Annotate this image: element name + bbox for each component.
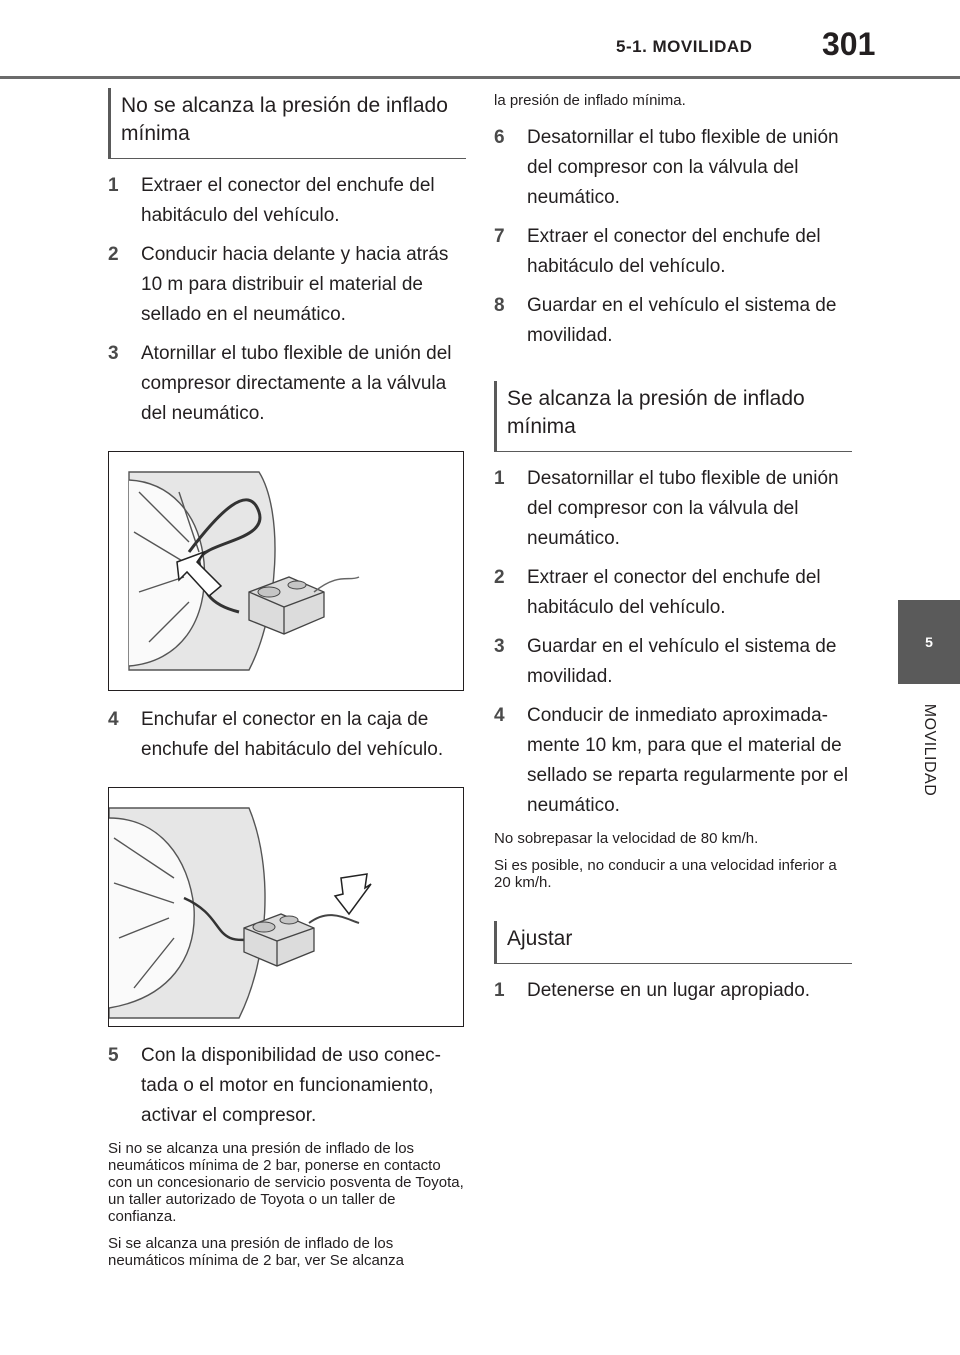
- compressor-valve-figure: [108, 451, 464, 691]
- section-heading: No se alcanza la presión de inflado mínima: [108, 88, 466, 159]
- step-text: Guardar en el vehículo el sistema de movilidad.: [527, 636, 837, 687]
- list-item: [494, 563, 852, 623]
- list-item: [108, 1041, 466, 1131]
- step-text: Enchufar el conector en la caja de enchufe del habitáculo del vehículo.: [141, 709, 444, 760]
- step-number: 6: [494, 127, 505, 148]
- step-text: Con la disponibilidad de uso conectada o el motor en funcionamiento, activar el compresor.: [141, 1045, 441, 1126]
- step-number: 2: [494, 567, 505, 588]
- note-text: No sobrepasar la velocidad de 80 km/h.: [494, 830, 759, 847]
- step-text: Detenerse en un lugar apropiado.: [527, 980, 811, 1001]
- left-column: [108, 88, 466, 1279]
- list-item: [494, 291, 852, 351]
- list-item: [494, 464, 852, 554]
- step-number: 1: [494, 980, 505, 1001]
- step-number: 3: [494, 636, 505, 657]
- cable-line: [314, 577, 359, 592]
- list-item: [108, 339, 466, 429]
- list-item: [494, 701, 852, 821]
- list-item: [494, 632, 852, 692]
- step-number: 1: [494, 468, 505, 489]
- step-number: 3: [108, 343, 119, 364]
- note-text: Si se alcanza una presión de inflado de los neumáticos mínima de 2 bar, ver Se alcanza: [108, 1235, 404, 1269]
- wheel-illustration: [109, 808, 265, 1018]
- step-text: Extraer el conector del enchufe del habitáculo del vehículo.: [527, 567, 821, 618]
- list-item: [108, 240, 466, 330]
- header-rule: [0, 76, 960, 79]
- step-number: 7: [494, 226, 505, 247]
- step-number: 4: [108, 709, 119, 730]
- step-text: Atornillar el tubo flexible de unión del compresor directamente a la válvula del neumático.: [141, 343, 452, 424]
- step-text: Conducir hacia delante y hacia atrás 10 m para distribuir el material de sellado en el neumático.: [141, 244, 449, 325]
- cable-line: [309, 915, 359, 923]
- step-text: Conducir de inmediato aproximadamente 10 km, para que el material de sellado se reparta regularmente por el neumático.: [527, 705, 849, 816]
- pointer-arrow-icon: [335, 874, 371, 914]
- list-item: [494, 976, 852, 1006]
- list-item: [494, 123, 852, 213]
- step-list: [494, 464, 852, 821]
- note-text: Si es posible, no conducir a una velocidad inferior a 20 km/h.: [494, 857, 837, 891]
- list-item: [108, 705, 466, 765]
- section-heading: Ajustar: [494, 921, 852, 964]
- step-number: 4: [494, 705, 505, 726]
- step-text: Desatornillar el tubo flexible de unión del compresor con la válvula del neumático.: [527, 468, 839, 549]
- step-list: [108, 171, 466, 429]
- step-list: [108, 1041, 466, 1131]
- step-number: 2: [108, 244, 119, 265]
- step-text: Guardar en el vehículo el sistema de movilidad.: [527, 295, 837, 346]
- chapter-label: MOVILIDAD: [921, 703, 938, 797]
- step-text: Extraer el conector del enchufe del habitáculo del vehículo.: [527, 226, 821, 277]
- step-number: 1: [108, 175, 119, 196]
- compressor-plug-figure: [108, 787, 464, 1027]
- chapter-tab: 5: [898, 600, 960, 684]
- section-heading: Se alcanza la presión de inflado mínima: [494, 381, 852, 452]
- list-item: [494, 222, 852, 282]
- note-text: Si no se alcanza una presión de inflado de los neumáticos mínima de 2 bar, ponerse en contacto con un concesionario de servicio posventa de Toyota, un taller autorizado de Toyota o un taller de confianza.: [108, 1140, 464, 1225]
- list-item: [108, 171, 466, 231]
- step-text: Desatornillar el tubo flexible de unión del compresor con la válvula del neumático.: [527, 127, 839, 208]
- right-column: [494, 92, 852, 1015]
- step-number: 5: [108, 1045, 119, 1066]
- page-number: 301: [822, 26, 876, 62]
- step-list: [108, 705, 466, 765]
- section-label: 5-1. MOVILIDAD: [616, 37, 753, 56]
- note-text: la presión de inflado mínima.: [494, 92, 686, 109]
- step-list: [494, 976, 852, 1006]
- step-number: 8: [494, 295, 505, 316]
- step-list: [494, 123, 852, 351]
- step-text: Extraer el conector del enchufe del habitáculo del vehículo.: [141, 175, 435, 226]
